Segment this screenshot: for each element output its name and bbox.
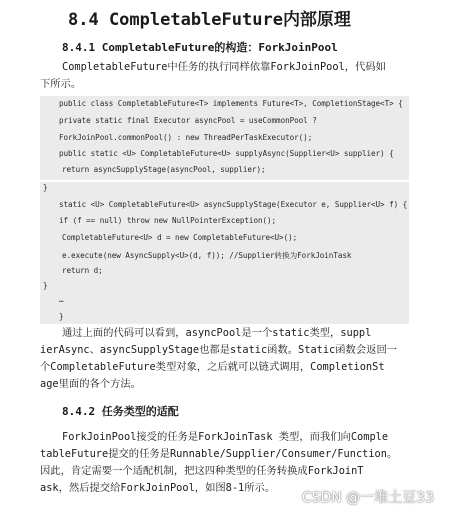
code-line: if (f == null) throw new NullPointerException(); — [59, 216, 277, 225]
paragraph-line: age里面的各个方法。 — [40, 378, 141, 390]
code-line: } — [59, 312, 64, 321]
section-title-number: 8.4 CompletableFuture — [68, 10, 283, 30]
intro-paragraph — [40, 59, 386, 93]
explain-paragraph — [40, 325, 397, 393]
subsection-title-8-4-1: 8.4.1 CompletableFuture的构造：ForkJoinPool — [62, 41, 338, 54]
paragraph-line: 通过上面的代码可以看到，asyncPool是一个static类型，suppl — [62, 327, 372, 339]
section-title — [68, 5, 351, 30]
paragraph-line: 因此，肯定需要一个适配机制，把这四种类型的任务转换成ForkJoinT — [40, 465, 364, 477]
paragraph-line: 个CompletableFuture类型对象，之后就可以链式调用，CompletionSt — [40, 361, 385, 373]
code-line: private static final Executor asyncPool = useCommonPool ? — [59, 116, 317, 125]
paragraph-line: ierAsync、asyncSupplyStage也都是static函数。Static函数会返回一 — [40, 344, 398, 356]
code-line: return asyncSupplyStage(asyncPool, supplier); — [62, 165, 266, 174]
code-line: CompletableFuture<U> d = new CompletableFuture<U>(); — [62, 233, 298, 242]
code-line: return d; — [62, 266, 103, 275]
csdn-watermark: CSDN @一堆土豆33 — [301, 490, 434, 506]
paragraph-line: ForkJoinPool接受的任务是ForkJoinTask 类型，而我们向Comple — [62, 431, 389, 443]
paragraph-line: tableFuture提交的任务是Runnable/Supplier/Consumer/Function。 — [40, 448, 398, 460]
code-block — [40, 96, 409, 324]
section-title-suffix: 内部原理 — [282, 10, 351, 30]
paragraph-line: ask，然后提交给ForkJoinPool，如图8-1所示。 — [40, 482, 276, 494]
code-line: e.execute(new AsyncSupply<U>(d, f)); //Supplier转换为ForkJoinTask — [62, 251, 352, 260]
code-line: ForkJoinPool.commonPool() : new ThreadPerTaskExecutor(); — [59, 133, 313, 142]
code-line: } — [43, 183, 48, 192]
paragraph-line: CompletableFuture中任务的执行同样依靠ForkJoinPool，代码如 — [62, 61, 386, 73]
code-line: public class CompletableFuture<T> implements Future<T>, CompletionStage<T> { — [59, 99, 403, 108]
code-line: … — [59, 295, 64, 304]
paragraph-line: 下所示。 — [40, 78, 82, 90]
code-block-divider — [40, 180, 409, 182]
code-line: } — [43, 281, 48, 290]
code-line: static <U> CompletableFuture<U> asyncSupplyStage(Executor e, Supplier<U> f) { — [59, 200, 408, 209]
subsection-title-8-4-2: 8.4.2 任务类型的适配 — [62, 405, 179, 418]
code-line: public static <U> CompletableFuture<U> supplyAsync(Supplier<U> supplier) { — [59, 149, 394, 158]
